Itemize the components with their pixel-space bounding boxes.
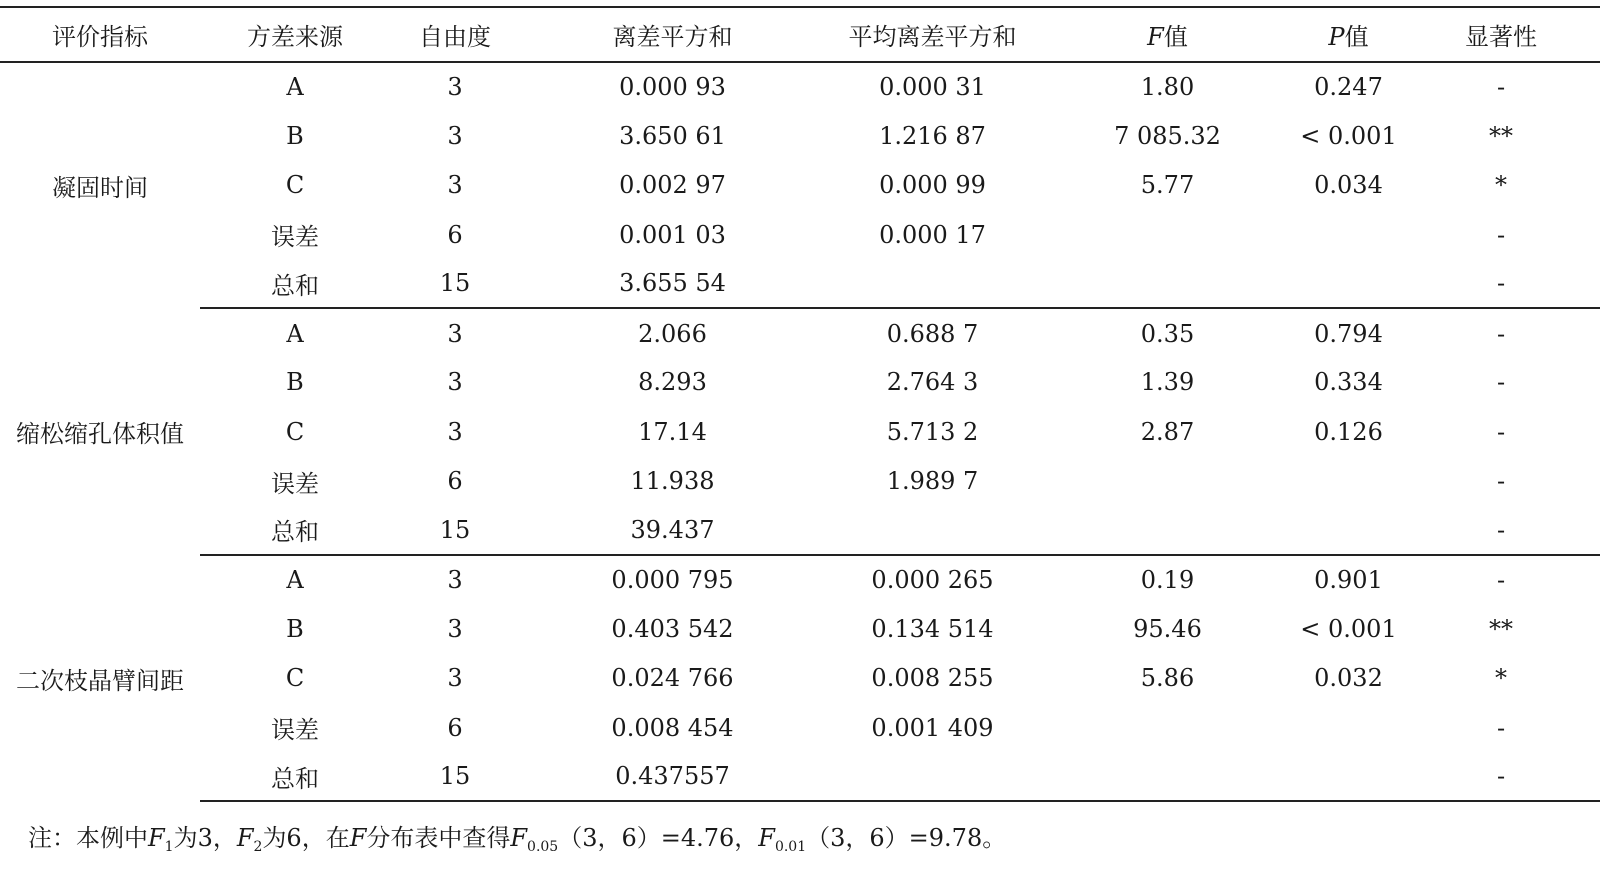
cell-p-value [1295,210,1402,259]
cell-source: 总和 [200,506,390,555]
cell-significance: - [1402,259,1600,308]
note-prefix: 注：本例中 [28,824,148,852]
note-f2-sub: 2 [253,839,263,855]
table-row [0,210,1600,259]
cell-ss: 2.066 [638,319,707,348]
cell-p-value [1295,703,1402,752]
cell-ms: 0.134 514 [871,614,994,643]
table-row [0,407,1600,456]
cell-f-value: 1.39 [1140,368,1195,397]
cell-df: 3 [447,664,463,693]
cell-df: 3 [447,614,463,643]
cell-ss: 0.002 97 [619,171,726,200]
cell-ms [825,506,1040,555]
table-row [0,506,1600,555]
table-row [0,259,1600,308]
table-row [0,456,1600,505]
cell-df: 3 [447,121,463,150]
cell-ss: 39.437 [520,506,825,555]
cell-p-value: 0.794 [1314,319,1383,348]
note-f001-value: （3，6）=9.78。 [806,824,1007,852]
header-source: 方差来源 [200,7,390,62]
cell-ms: 0.000 17 [879,220,986,249]
cell-f-value [1040,506,1295,555]
cell-ss: 3.655 54 [520,259,825,308]
cell-p-value [1295,259,1402,308]
header-f-value [1040,7,1295,62]
cell-significance: - [1402,752,1600,801]
cell-significance: ** [1489,614,1513,643]
cell-f-value: 7 085.32 [1114,121,1221,150]
cell-source: A [286,73,304,102]
cell-ms: 0.000 31 [879,73,986,102]
cell-source: C [285,171,305,200]
note-f001-sub: 0.01 [774,839,807,855]
cell-p-value: 0.901 [1314,566,1383,595]
cell-f-value [1040,210,1295,259]
cell-ms: 0.001 409 [871,713,994,742]
note-f2-text: 为6，在 [262,824,350,852]
cell-f-value: 2.87 [1140,417,1195,446]
cell-significance: * [1495,171,1507,200]
cell-ms [825,752,1040,801]
cell-ms: 0.000 99 [879,171,986,200]
cell-df: 3 [447,368,463,397]
cell-f-value: 5.86 [1140,664,1195,693]
cell-ms: 5.713 2 [886,417,979,446]
table-row [0,308,1600,357]
cell-significance: - [1496,368,1506,397]
cell-significance: - [1496,713,1506,742]
cell-ss: 17.14 [638,417,707,446]
cell-indicator: 二次枝晶臂间距 [16,666,184,695]
cell-ms: 1.216 87 [879,121,986,150]
cell-df: 3 [447,417,463,446]
cell-significance: - [1496,467,1506,496]
cell-significance: * [1495,664,1507,693]
note-f1-letter: F [148,824,165,852]
cell-ms: 0.688 7 [886,319,979,348]
table-note [28,818,1006,855]
header-f-suffix: 值 [1163,23,1188,51]
cell-source: A [286,566,304,595]
cell-p-value: 0.034 [1314,171,1383,200]
cell-source: A [286,319,304,348]
header-significance: 显著性 [1402,7,1600,62]
cell-significance: - [1496,417,1506,446]
header-f-letter: F [1147,23,1164,51]
cell-ms: 0.008 255 [871,664,994,693]
cell-df: 6 [447,220,463,249]
cell-source: C [285,664,305,693]
cell-df: 15 [390,752,520,801]
cell-significance: - [1496,566,1506,595]
cell-source: C [285,417,305,446]
cell-df: 6 [447,713,463,742]
cell-source: B [286,121,304,150]
cell-f-value: 95.46 [1133,614,1202,643]
header-p-letter: P [1328,23,1345,51]
cell-p-value [1295,752,1402,801]
cell-f-value: 0.35 [1140,319,1195,348]
cell-ms: 1.989 7 [886,467,979,496]
cell-p-value: < 0.001 [1300,614,1397,643]
cell-df: 3 [447,171,463,200]
cell-indicator: 缩松缩孔体积值 [16,420,184,449]
anova-table [0,6,1600,802]
cell-source: 误差 [271,469,319,498]
cell-ss: 0.024 766 [611,664,734,693]
note-f005-sub: 0.05 [527,839,559,855]
cell-significance: ** [1489,121,1513,150]
cell-ms: 2.764 3 [886,368,979,397]
note-table-text: 分布表中查得 [366,824,511,852]
note-f-letter: F [349,824,367,852]
note-f1-text: 为3， [173,824,237,852]
cell-ms: 0.000 265 [871,566,994,595]
cell-p-value [1295,506,1402,555]
cell-df: 15 [390,506,520,555]
table-row [0,62,1600,111]
header-p-suffix: 值 [1344,23,1369,51]
cell-indicator: 凝固时间 [52,174,148,203]
table-row [0,703,1600,752]
cell-f-value: 1.80 [1140,73,1195,102]
cell-p-value: < 0.001 [1300,121,1397,150]
cell-significance: - [1496,220,1506,249]
header-indicator: 评价指标 [0,7,200,62]
note-f2-letter: F [236,824,254,852]
cell-df: 3 [447,566,463,595]
cell-ss: 3.650 61 [619,121,726,150]
cell-p-value: 0.247 [1314,73,1383,102]
cell-source: 误差 [271,223,319,252]
note-f005-value: （3，6）=4.76， [558,824,759,852]
table-row [0,654,1600,703]
note-f001-letter: F [758,824,775,852]
table-body [0,62,1600,801]
cell-p-value: 0.334 [1314,368,1383,397]
cell-f-value [1040,456,1295,505]
table-row [0,555,1600,604]
cell-df: 3 [447,73,463,102]
table-row [0,358,1600,407]
cell-ss: 0.000 93 [619,73,726,102]
header-ss: 离差平方和 [520,7,825,62]
cell-significance: - [1496,73,1506,102]
cell-ss: 0.008 454 [611,713,734,742]
cell-source: B [286,368,304,397]
cell-significance: - [1402,506,1600,555]
note-f1-sub: 1 [164,839,174,855]
header-df: 自由度 [390,7,520,62]
cell-ss: 11.938 [630,467,715,496]
cell-f-value [1040,752,1295,801]
table-row [0,161,1600,210]
cell-source: 总和 [200,259,390,308]
cell-p-value: 0.126 [1314,417,1383,446]
cell-source: 总和 [200,752,390,801]
cell-ss: 8.293 [638,368,707,397]
cell-df: 3 [447,319,463,348]
cell-f-value [1040,703,1295,752]
cell-df: 15 [390,259,520,308]
cell-f-value: 5.77 [1140,171,1195,200]
cell-ms [825,259,1040,308]
table-row [0,752,1600,801]
cell-p-value: 0.032 [1314,664,1383,693]
cell-f-value: 0.19 [1140,566,1195,595]
cell-p-value [1295,456,1402,505]
cell-ss: 0.403 542 [611,614,734,643]
cell-source: B [286,614,304,643]
header-row [0,7,1600,62]
table-row [0,111,1600,160]
cell-df: 6 [447,467,463,496]
cell-ss: 0.437557 [520,752,825,801]
header-p-value [1295,7,1402,62]
cell-significance: - [1496,319,1506,348]
cell-f-value [1040,259,1295,308]
cell-ss: 0.001 03 [619,220,726,249]
header-ms: 平均离差平方和 [825,7,1040,62]
table-row [0,604,1600,653]
note-f005-letter: F [510,824,528,852]
cell-source: 误差 [271,716,319,744]
cell-ss: 0.000 795 [611,566,734,595]
